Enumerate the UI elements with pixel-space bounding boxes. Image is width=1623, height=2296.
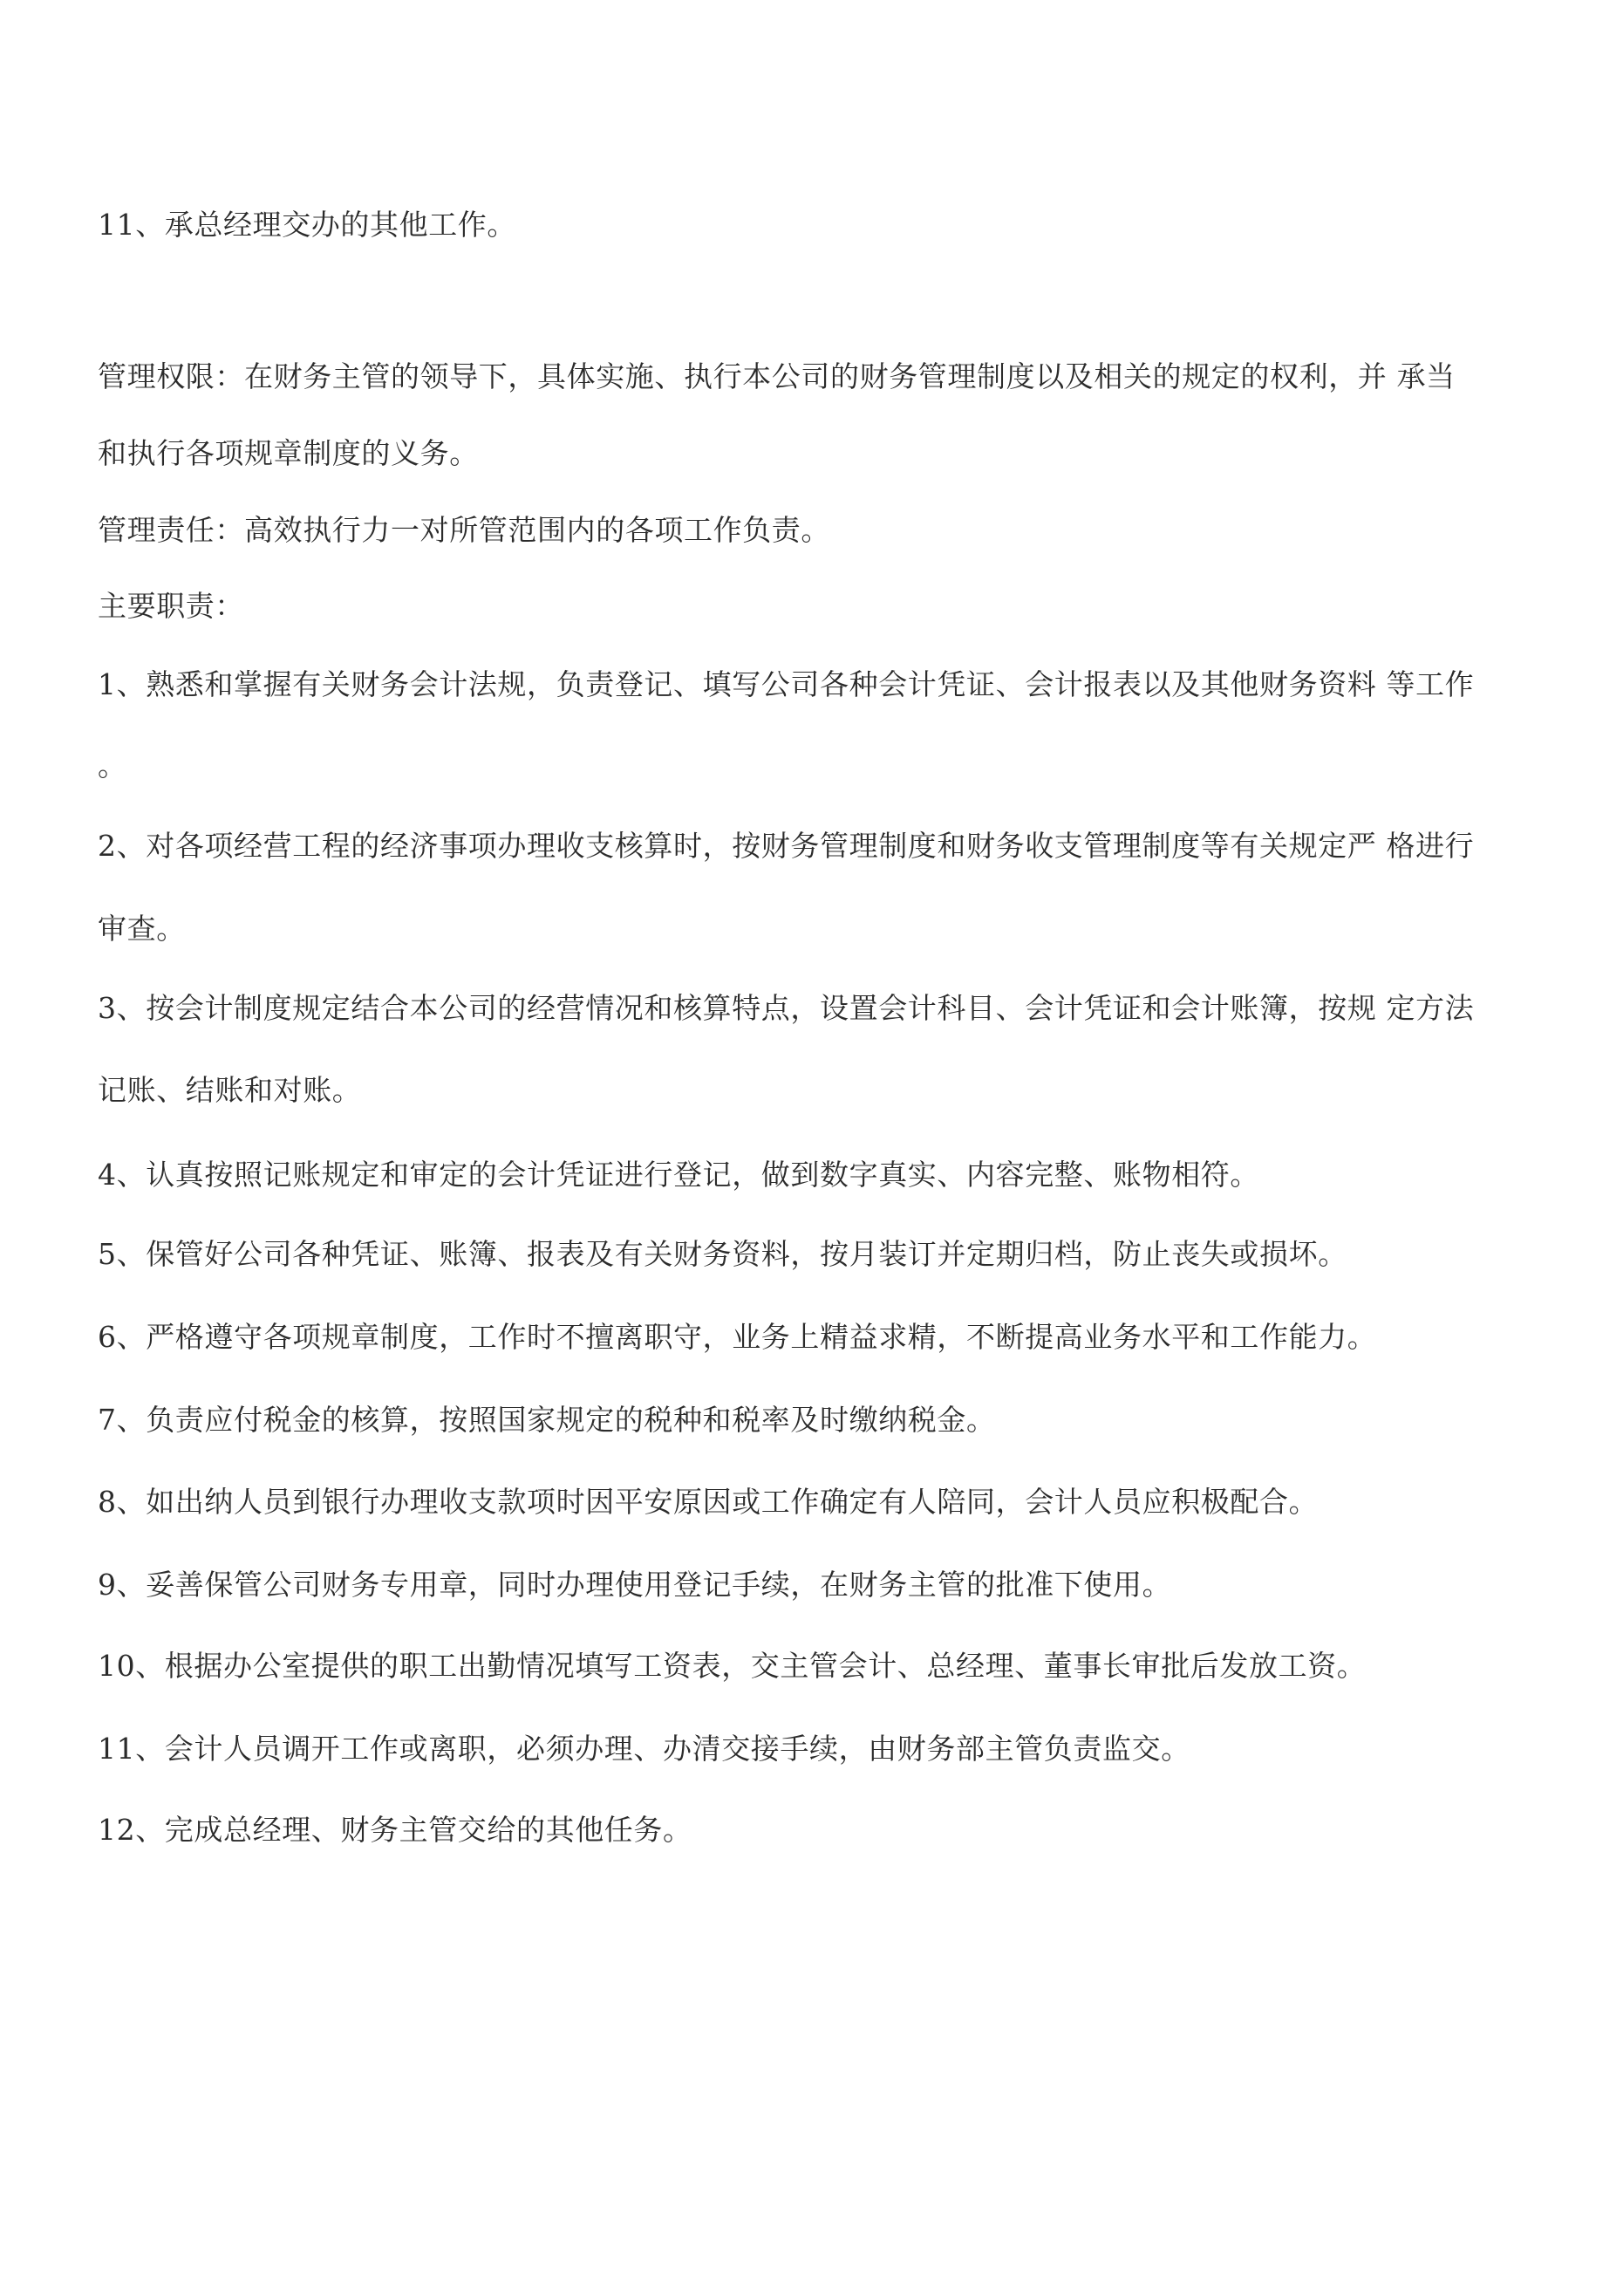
paragraph-line: 审查。 [98, 912, 186, 946]
paragraph-line: 和执行各项规章制度的义务。 [98, 436, 479, 470]
paragraph-line: 1、熟悉和掌握有关财务会计法规，负责登记、填写公司各种会计凭证、会计报表以及其他财务资料 等工作 [98, 667, 1475, 701]
paragraph-line: 3、按会计制度规定结合本公司的经营情况和核算特点，设置会计科目、会计凭证和会计账簿，按规 定方法 [98, 991, 1475, 1025]
paragraph-line: 11、会计人员调开工作或离职，必须办理、办清交接手续，由财务部主管负责监交。 [98, 1732, 1190, 1766]
paragraph-line: 主要职责： [98, 589, 244, 623]
paragraph-line: 。 [98, 748, 127, 782]
paragraph-line: 9、妥善保管公司财务专用章，同时办理使用登记手续，在财务主管的批准下使用。 [98, 1568, 1172, 1602]
paragraph-line: 5、保管好公司各种凭证、账簿、报表及有关财务资料，按月装订并定期归档，防止丧失或损坏。 [98, 1237, 1347, 1271]
paragraph-line: 记账、结账和对账。 [98, 1073, 362, 1107]
paragraph-line: 6、严格遵守各项规章制度，工作时不擅离职守，业务上精益求精，不断提高业务水平和工作能力。 [98, 1320, 1377, 1354]
paragraph-line: 2、对各项经营工程的经济事项办理收支核算时，按财务管理制度和财务收支管理制度等有关规定严 格进行 [98, 829, 1475, 863]
paragraph-line: 12、完成总经理、财务主管交给的其他任务。 [98, 1813, 692, 1847]
paragraph-line: 11、承总经理交办的其他工作。 [98, 208, 516, 242]
paragraph-line: 10、根据办公室提供的职工出勤情况填写工资表，交主管会计、总经理、董事长审批后发放工资。 [98, 1649, 1367, 1683]
paragraph-line: 4、认真按照记账规定和审定的会计凭证进行登记，做到数字真实、内容完整、账物相符。 [98, 1158, 1259, 1192]
paragraph-line: 管理责任：高效执行力一对所管范围内的各项工作负责。 [98, 513, 830, 547]
paragraph-line: 8、如出纳人员到银行办理收支款项时因平安原因或工作确定有人陪同，会计人员应积极配合。 [98, 1485, 1319, 1519]
paragraph-line: 管理权限：在财务主管的领导下，具体实施、执行本公司的财务管理制度以及相关的规定的权利，并 承当 [98, 359, 1456, 393]
paragraph-line: 7、负责应付税金的核算，按照国家规定的税种和税率及时缴纳税金。 [98, 1403, 996, 1437]
